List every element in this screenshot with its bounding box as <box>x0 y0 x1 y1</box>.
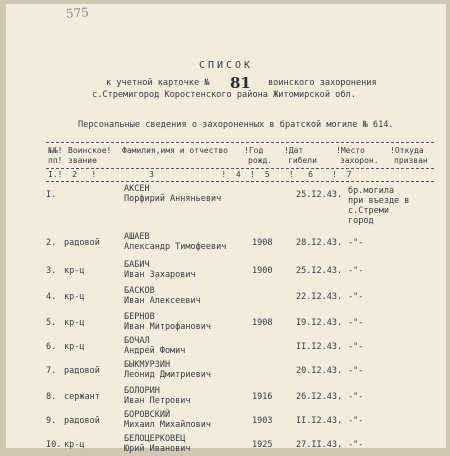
header-place: !Место <box>336 146 365 155</box>
row-year: 1908 <box>252 318 273 328</box>
row-burial-place: -"- <box>348 238 364 248</box>
row-name: Михаил Михайлович <box>124 420 211 430</box>
row-year: 1908 <box>252 238 273 248</box>
row-name: Иван Алексеевич <box>124 296 201 306</box>
row-number: 4. <box>46 292 57 302</box>
row-burial-place: -"- <box>348 440 364 450</box>
row-number: I0. <box>46 440 62 450</box>
row-death-date: 25.I2.43. <box>296 190 343 200</box>
row-year: 1916 <box>252 392 273 402</box>
row-death-date: I9.I2.43. <box>296 318 343 328</box>
row-burial-place: -"- <box>348 292 364 302</box>
row-surname: БОЛОРИН <box>124 386 160 396</box>
row-name: Леонид Дмитриевич <box>124 370 211 380</box>
row-surname: БЕРНОВ <box>124 312 155 322</box>
row-name: Иван Петрович <box>124 396 191 406</box>
row-burial-place: бр.могила при въезде в с.Стреми город <box>348 186 410 226</box>
row-surname: БЕЛОЦЕРКОВЕЦ <box>124 434 186 444</box>
row-surname: БАБИЧ <box>124 260 150 270</box>
row-death-date: 28.I2.43. <box>296 238 343 248</box>
row-name: Александр Тимофеевич <box>124 242 227 252</box>
row-rank: радовой <box>64 238 100 248</box>
header-year: !Год <box>244 146 264 155</box>
row-burial-place: -"- <box>348 342 364 352</box>
row-burial-place: -"- <box>348 318 364 328</box>
row-name: Андрей Фомич <box>124 346 186 356</box>
row-death-date: II.I2.43. <box>296 342 343 352</box>
table-row <box>6 286 446 308</box>
row-surname: БОЧАЛ <box>124 336 150 346</box>
header-year-2: рожд. <box>248 156 273 165</box>
row-rank: кр-ц <box>64 318 85 328</box>
subtitle-location: с.Стремигород Коростенского района Житомирской обл. <box>92 90 356 100</box>
row-number: 8. <box>46 392 57 402</box>
row-year: 1925 <box>252 440 273 450</box>
row-burial-place: -"- <box>348 366 364 376</box>
row-death-date: 27.II.43. <box>296 440 343 450</box>
header-fullname: Фамилия,имя и отчество <box>122 146 228 155</box>
card-number: 81 <box>230 74 251 92</box>
row-year: 1903 <box>252 416 273 426</box>
row-death-date: 25.I2.43. <box>296 266 343 276</box>
row-name: Иван Митрофанович <box>124 322 211 332</box>
archive-number: 575 <box>65 5 90 21</box>
divider <box>46 168 434 169</box>
row-number: 7. <box>46 366 57 376</box>
row-number: 2. <box>46 238 57 248</box>
header-origin: !Откуда <box>390 146 424 155</box>
intro-text: Персональные сведения о захороненных в братской могиле № 614. <box>78 120 394 130</box>
divider <box>46 142 434 143</box>
row-number: I. <box>46 190 57 200</box>
row-death-date: 26.I2.43. <box>296 392 343 402</box>
row-rank: сержант <box>64 392 100 402</box>
document-title: СПИСОК <box>198 60 254 71</box>
header-origin-2: призван <box>394 156 428 165</box>
row-surname: БОРОВСКИЙ <box>124 410 171 420</box>
row-burial-place: -"- <box>348 416 364 426</box>
row-rank: радовой <box>64 416 100 426</box>
row-name: Иван Захарович <box>124 270 196 280</box>
table-row <box>6 360 446 382</box>
header-date-2: гибели <box>288 156 317 165</box>
table-row <box>6 184 446 226</box>
divider <box>46 181 434 182</box>
row-number: 9. <box>46 416 57 426</box>
row-burial-place: -"- <box>348 392 364 402</box>
row-death-date: 22.I2.43. <box>296 292 343 302</box>
row-rank: кр-ц <box>64 440 85 450</box>
subtitle-suffix: воинского захоронения <box>268 78 377 88</box>
row-number: 6. <box>46 342 57 352</box>
table-row <box>6 232 446 254</box>
row-name: Порфирий Анняньевич <box>124 194 222 204</box>
header-num: №№! <box>48 146 63 155</box>
table-row <box>6 260 446 282</box>
row-rank: кр-ц <box>64 266 85 276</box>
row-number: 5. <box>46 318 57 328</box>
header-rank-2: звание <box>68 156 97 165</box>
row-year: 1900 <box>252 266 273 276</box>
table-row <box>6 336 446 358</box>
row-number: 3. <box>46 266 57 276</box>
header-rank: Воинское! <box>68 146 112 155</box>
header-place-2: захорон. <box>340 156 379 165</box>
subtitle-prefix: к учетной карточке № <box>106 78 210 88</box>
row-death-date: II.I2.43. <box>296 416 343 426</box>
header-num-2: пп! <box>48 156 63 165</box>
column-numbers: I.! 2 ! 3 ! 4 ! 5 ! 6 ! 7 <box>48 170 352 179</box>
document-page <box>6 4 446 454</box>
table-row <box>6 410 446 432</box>
row-surname: АКСЕН <box>124 184 150 194</box>
row-surname: БАСКОВ <box>124 286 155 296</box>
header-date: !Дат <box>284 146 304 155</box>
table-row <box>6 386 446 408</box>
row-death-date: 20.I2.43. <box>296 366 343 376</box>
table-row <box>6 434 446 456</box>
row-rank: кр-ц <box>64 292 85 302</box>
row-rank: кр-ц <box>64 342 85 352</box>
row-burial-place: -"- <box>348 266 364 276</box>
row-surname: БЫКМУРЗИН <box>124 360 171 370</box>
row-surname: АШАЕВ <box>124 232 150 242</box>
table-row <box>6 312 446 334</box>
row-name: Юрий Иванович <box>124 444 191 454</box>
row-rank: радовой <box>64 366 100 376</box>
